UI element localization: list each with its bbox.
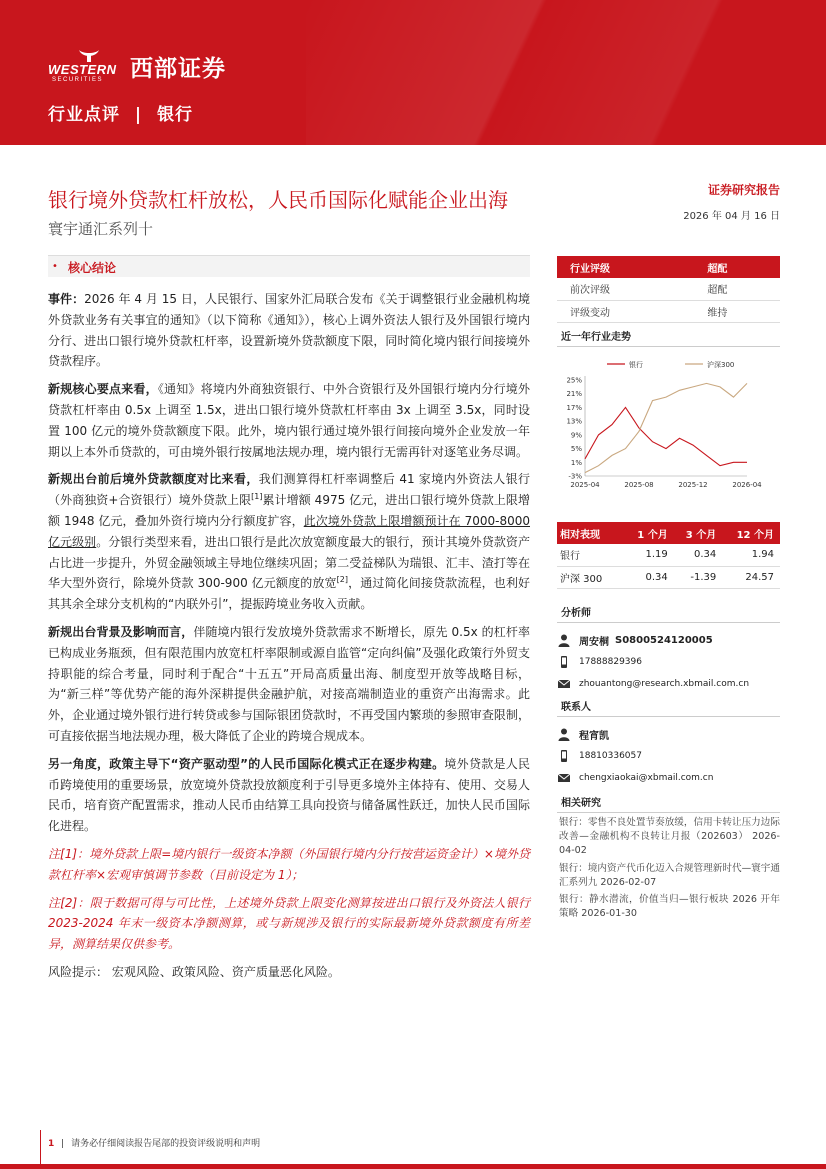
industry-label: 银行 [157, 105, 194, 125]
contact-name: 程宵凯 [579, 730, 609, 742]
rating-label: 前次评级 [557, 278, 694, 300]
analyst-phone-row [557, 651, 780, 673]
y-tick-label: 1% [570, 458, 582, 467]
related-item[interactable]: 银行：静水潜流，价值当归—银行板块 2026 开年策略 2026-01-30 [559, 894, 780, 920]
paragraph-text: 2026 年 4 月 15 日，人民银行、国家外汇局联合发布《关于调整银行业金融机构境外贷款业务有关事宜的通知》（以下简称《通知》），核心上调外资法人银行及外国银行境内分行、进出口银行境外贷款杠杆率，设置新境外贷款额度下限，同时简化境内银行间接境外贷款程序。 [48, 292, 530, 369]
x-tick-label: 2025-08 [624, 481, 654, 489]
analyst-phone: 17888829396 [579, 657, 642, 667]
rating-panel [557, 256, 780, 323]
contact-heading: 联系人 [557, 694, 780, 717]
contact-email-row [557, 767, 780, 789]
table-cell: 0.34 [625, 566, 674, 588]
paragraph-text: 我们测算得杠杆率调整后 41 家境内外资法人银行（外商独资+合资银行）境外贷款上限 [48, 472, 530, 508]
paragraph-text: 伴随境内银行发放境外贷款需求不断增长，原先 0.5x 的杠杆率已构成业务瓶颈，但有限范围内放宽杠杆率限制或源自监管“定向纠偏”及强化政策行外贸支持职能的综合考量，同时利于配合“十五五”开局高质量出海、制度型开放等战略目标，为“新三样”等优势产能的海外深耕提供金融护航，对接高端制造业的重资产出海需求。此外，企业通过境外银行进行转贷或参与国际银团贷款时，不再受国内繁琐的参照审查限制，可直接依据当地法规办理，极大降低了企业的跨境合规成本。 [48, 624, 530, 743]
paragraph-rmb-internationalization [48, 754, 530, 837]
contact-phone-row [557, 745, 780, 767]
performance-header: 3 个月 [674, 522, 723, 544]
y-tick-label: 5% [570, 445, 582, 454]
logo-subtext: SECURITIES [52, 77, 104, 83]
underlined-text: 此次境外贷款上限增额预计在 7000-8000 亿元级别 [48, 513, 530, 549]
related-item[interactable]: 银行：零售不良处置节奏放缓，信用卡转让压力边际改善—金融机构不良转让月报（202603） 2026-04-02 [559, 817, 780, 857]
main-body [48, 289, 530, 990]
footer-separator: | [61, 1139, 65, 1149]
rating-value: 超配 [694, 256, 780, 278]
x-tick-label: 2026-04 [732, 481, 762, 489]
footer-bar [0, 1164, 826, 1169]
rating-row [557, 278, 780, 300]
bullet-icon: • [52, 261, 58, 272]
page-number: 1 [48, 1139, 55, 1149]
logo-english: WESTERN [48, 62, 117, 77]
phone-icon [557, 655, 571, 669]
lead-text: 另一角度，政策主导下“资产驱动型”的人民币国际化模式正在逐步构建。 [48, 756, 445, 771]
legend-label: 沪深300 [707, 361, 735, 369]
contact-email[interactable]: chengxiaokai@xbmail.com.cn [579, 773, 714, 783]
footer [48, 1136, 260, 1149]
footer-disclaimer: 请务必仔细阅读报告尾部的投资评级说明和声明 [71, 1139, 261, 1149]
table-cell: 0.34 [674, 544, 723, 566]
email-icon [557, 771, 571, 785]
related-research-section [557, 790, 780, 921]
contact-phone: 18810336057 [579, 751, 642, 761]
paragraph-text: 。分银行类型来看，进出口银行是此次放宽额度最大的银行，预计其境外贷款资产占比进一步提升，外贸金融领域主导地位继续巩固；第二受益梯队为瑞银、汇丰、渣打等在华大型外资行，除境外贷款 300-900 亿元额度的放宽 [48, 534, 530, 591]
analyst-license: S0800524120005 [615, 634, 713, 646]
person-icon [557, 727, 571, 741]
trend-chart [557, 348, 780, 493]
core-conclusion-header [48, 255, 530, 277]
related-heading: 相关研究 [557, 790, 780, 813]
paragraph-quota-compare [48, 469, 530, 615]
table-cell: 1.19 [625, 544, 674, 566]
footnote-ref-1: [1] [251, 492, 263, 502]
rating-row [557, 300, 780, 322]
paragraph-event [48, 289, 530, 372]
footnote-ref-2: [2] [336, 575, 348, 585]
x-tick-label: 2025-04 [570, 481, 600, 489]
rating-label: 行业评级 [557, 256, 694, 278]
risk-warning: 风险提示： 宏观风险、政策风险、资产质量恶化风险。 [48, 964, 340, 979]
report-type: 证券研究报告 [707, 183, 780, 197]
footnote-1: 注[1]：境外贷款上限=境内银行一级资本净额（外国银行境内分行按营运资金计）×境外贷款杠杆率×宏观审慎调节参数（目前设定为 1）； [48, 846, 530, 882]
person-icon [557, 633, 571, 647]
report-date: 2026 年 04 月 16 日 [683, 211, 780, 222]
contact-section [557, 694, 780, 789]
table-row [557, 566, 780, 588]
report-category [48, 100, 193, 125]
table-cell: 1.94 [722, 544, 780, 566]
report-title: 银行境外贷款杠杆放松，人民币国际化赋能企业出海 [48, 188, 508, 212]
report-subtitle: 寰宇通汇系列十 [48, 220, 154, 238]
table-cell: -1.39 [674, 566, 723, 588]
x-tick-label: 2025-12 [678, 481, 708, 489]
phone-icon [557, 749, 571, 763]
performance-header: 12 个月 [722, 522, 780, 544]
y-tick-label: 21% [566, 390, 582, 399]
header-banner [0, 0, 826, 145]
paragraph-key-points [48, 379, 530, 462]
table-cell: 沪深 300 [557, 566, 625, 588]
legend-label: 银行 [629, 361, 643, 369]
y-tick-label: 25% [566, 376, 582, 385]
trend-section [557, 324, 780, 347]
analyst-name: 周安桐 [579, 636, 609, 648]
paragraph-text: 《通知》将境内外商独资银行、中外合资银行及外国银行境内分行境外贷款杠杆率由 0.5x 上调至 1.5x，进出口银行境外贷款杠杆率由 3x 上调至 3.5x，同时设置 100 亿元的境外贷款额度下限。此外，境内银行通过境外银行间接向境外企业发放一年期以上本外币贷款的，可由境外银行按属地法规办理，境内银行无需再针对逐笔业务尽调。 [48, 382, 530, 459]
logo-chinese: 西部证券 [130, 56, 226, 82]
related-item[interactable]: 银行：境内资产代币化迈入合规管理新时代—寰宇通汇系列九 2026-02-07 [559, 862, 780, 888]
rating-label: 评级变动 [557, 300, 694, 322]
rating-value: 维持 [694, 300, 780, 322]
trend-chart-svg [557, 348, 780, 493]
lead-text: 事件： [48, 292, 85, 306]
lead-text: 新规核心要点来看， [48, 382, 158, 397]
performance-header-row [557, 522, 780, 544]
lead-text: 新规出台背景及影响而言， [48, 624, 194, 639]
company-logo [48, 42, 258, 86]
y-tick-label: 13% [566, 417, 582, 426]
paragraph-background [48, 622, 530, 747]
analyst-email[interactable]: zhouantong@research.xbmail.com.cn [579, 679, 750, 689]
rating-table [557, 256, 780, 323]
footnote-2: 注[2]：限于数据可得与可比性，上述境外贷款上限变化测算按进出口银行及外资法人银行 2023-2024 年末一级资本净额测算，或与新规涉及银行的实际最新境外贷款额度有所差异，测算结果仅供参考。 [48, 895, 530, 952]
paragraph-text: ，通过简化间接贷款流程，也利好其其余全球分支机构的“内联外引”，提振跨境业务收入贡献。 [48, 576, 530, 612]
email-icon [557, 677, 571, 691]
category-separator: | [134, 105, 143, 125]
analyst-email-row [557, 673, 780, 695]
header-decoration [306, 0, 826, 145]
performance-header: 1 个月 [625, 522, 674, 544]
analyst-section [557, 600, 780, 695]
paragraph-text: 境外贷款是人民币跨境使用的重要场景，放宽境外贷款投放额度利于引导更多境外主体持有、使用、交易人民币，培育资产配置需求，推动人民币由结算工具向投资与储备属性跃迁，加快人民币国际化进程。 [48, 756, 530, 834]
table-cell: 24.57 [722, 566, 780, 588]
trend-heading: 近一年行业走势 [557, 324, 780, 347]
contact-name-row [557, 723, 780, 745]
performance-header: 相对表现 [557, 522, 625, 544]
y-tick-label: 17% [566, 403, 582, 412]
table-row [557, 544, 780, 566]
performance-table [557, 522, 780, 589]
analyst-name-row [557, 629, 780, 651]
rating-row [557, 256, 780, 278]
y-tick-label: -3% [568, 472, 582, 481]
paragraph-text: 累计增额 4975 亿元，进出口银行境外贷款上限增额 1948 亿元，叠加外资行境内分行额度扩容， [48, 493, 530, 528]
lead-text: 新规出台前后境外贷款额度对比来看， [48, 472, 259, 487]
analyst-heading: 分析师 [557, 600, 780, 623]
table-cell: 银行 [557, 544, 625, 566]
y-tick-label: 9% [570, 431, 582, 440]
category-label: 行业点评 [48, 105, 120, 125]
core-conclusion-label: 核心结论 [68, 261, 117, 275]
series-line [585, 383, 747, 472]
bull-horn-icon [78, 44, 100, 62]
rating-value: 超配 [694, 278, 780, 300]
